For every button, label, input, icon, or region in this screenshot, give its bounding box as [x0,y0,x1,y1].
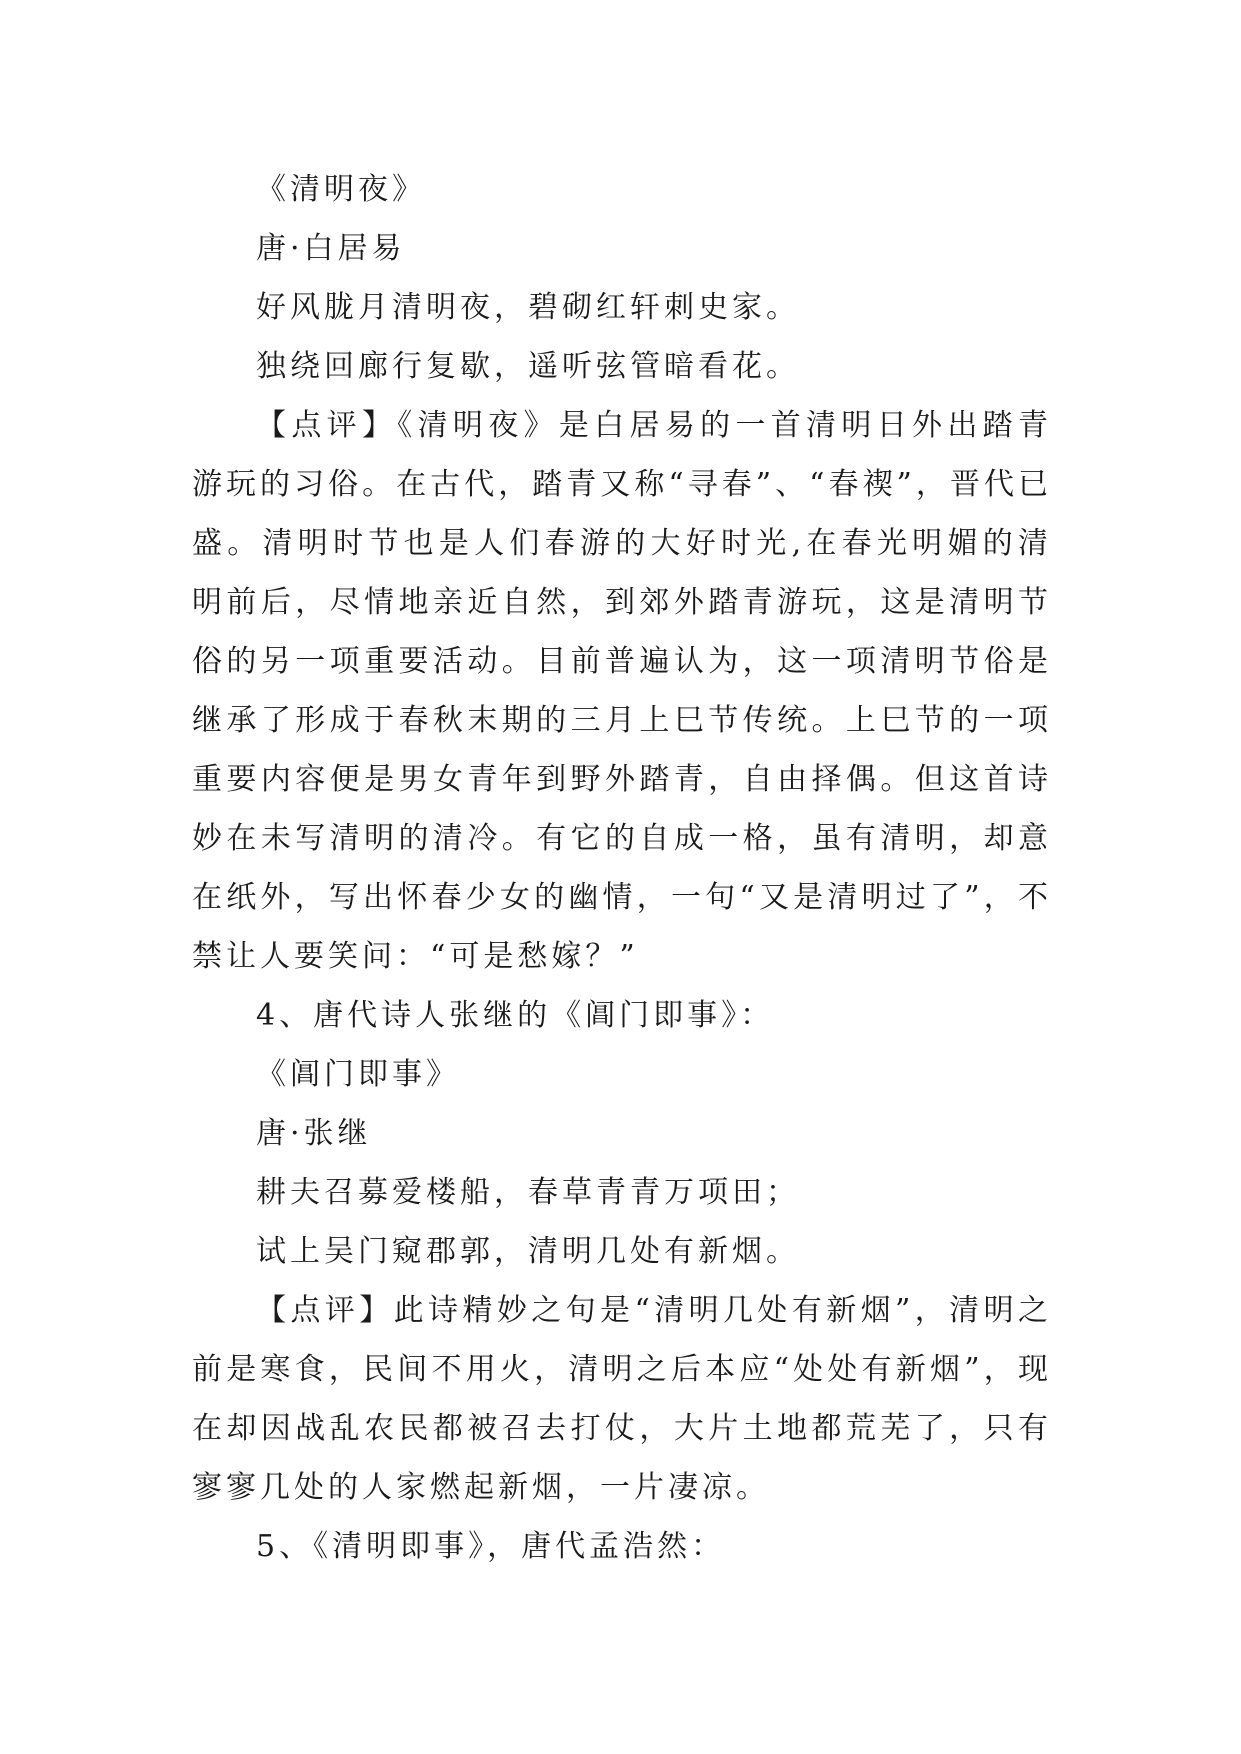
poem-verse-2: 独绕回廊行复歇，遥听弦管暗看花。 [256,349,800,384]
section-heading: 5、《清明即事》，唐代孟浩然： [256,1529,726,1564]
commentary-paragraph: 【点评】《清明夜》是白居易的一首清明日外出踏青游玩的习俗。在古代，踏青又称“寻春”、“春禊”，晋代已盛。清明时节也是人们春游的大好时光,在春光明媚的清明前后，尽情地亲近自然，到郊外踏青游玩，这是清明节俗的另一项重要活动。目前普遍认为，这一项清明节俗是继承了形成于春秋末期的三月上巳节传统。上巳节的一项重要内容便是男女青年到野外踏青，自由择偶。但这首诗妙在未写清明的清冷。有它的自成一格，虽有清明，却意在纸外，写出怀春少女的幽情，一句“又是清明过了”，不禁让人要笑问：“可是愁嫁？” [192,408,1052,974]
poem-verse-1: 耕夫召募爱楼船，春草青青万项田； [256,1175,800,1210]
poem-verse-2: 试上吴门窥郡郭，清明几处有新烟。 [256,1234,800,1269]
poem-title: 《阊门即事》 [256,1057,460,1092]
poem-title: 《清明夜》 [256,172,426,207]
section-heading: 4、唐代诗人张继的《阊门即事》： [256,998,775,1033]
poem-author: 唐·白居易 [256,231,406,266]
poem-author: 唐·张继 [256,1116,372,1151]
commentary-paragraph: 【点评】此诗精妙之句是“清明几处有新烟”，清明之前是寒食，民间不用火，清明之后本应“处处有新烟”，现在却因战乱农民都被召去打仗，大片土地都荒芜了，只有寥寥几处的人家燃起新烟，一片凄凉。 [192,1293,1052,1505]
poem-verse-1: 好风胧月清明夜，碧砌红轩刺史家。 [256,290,800,325]
document-body [192,160,1052,1576]
